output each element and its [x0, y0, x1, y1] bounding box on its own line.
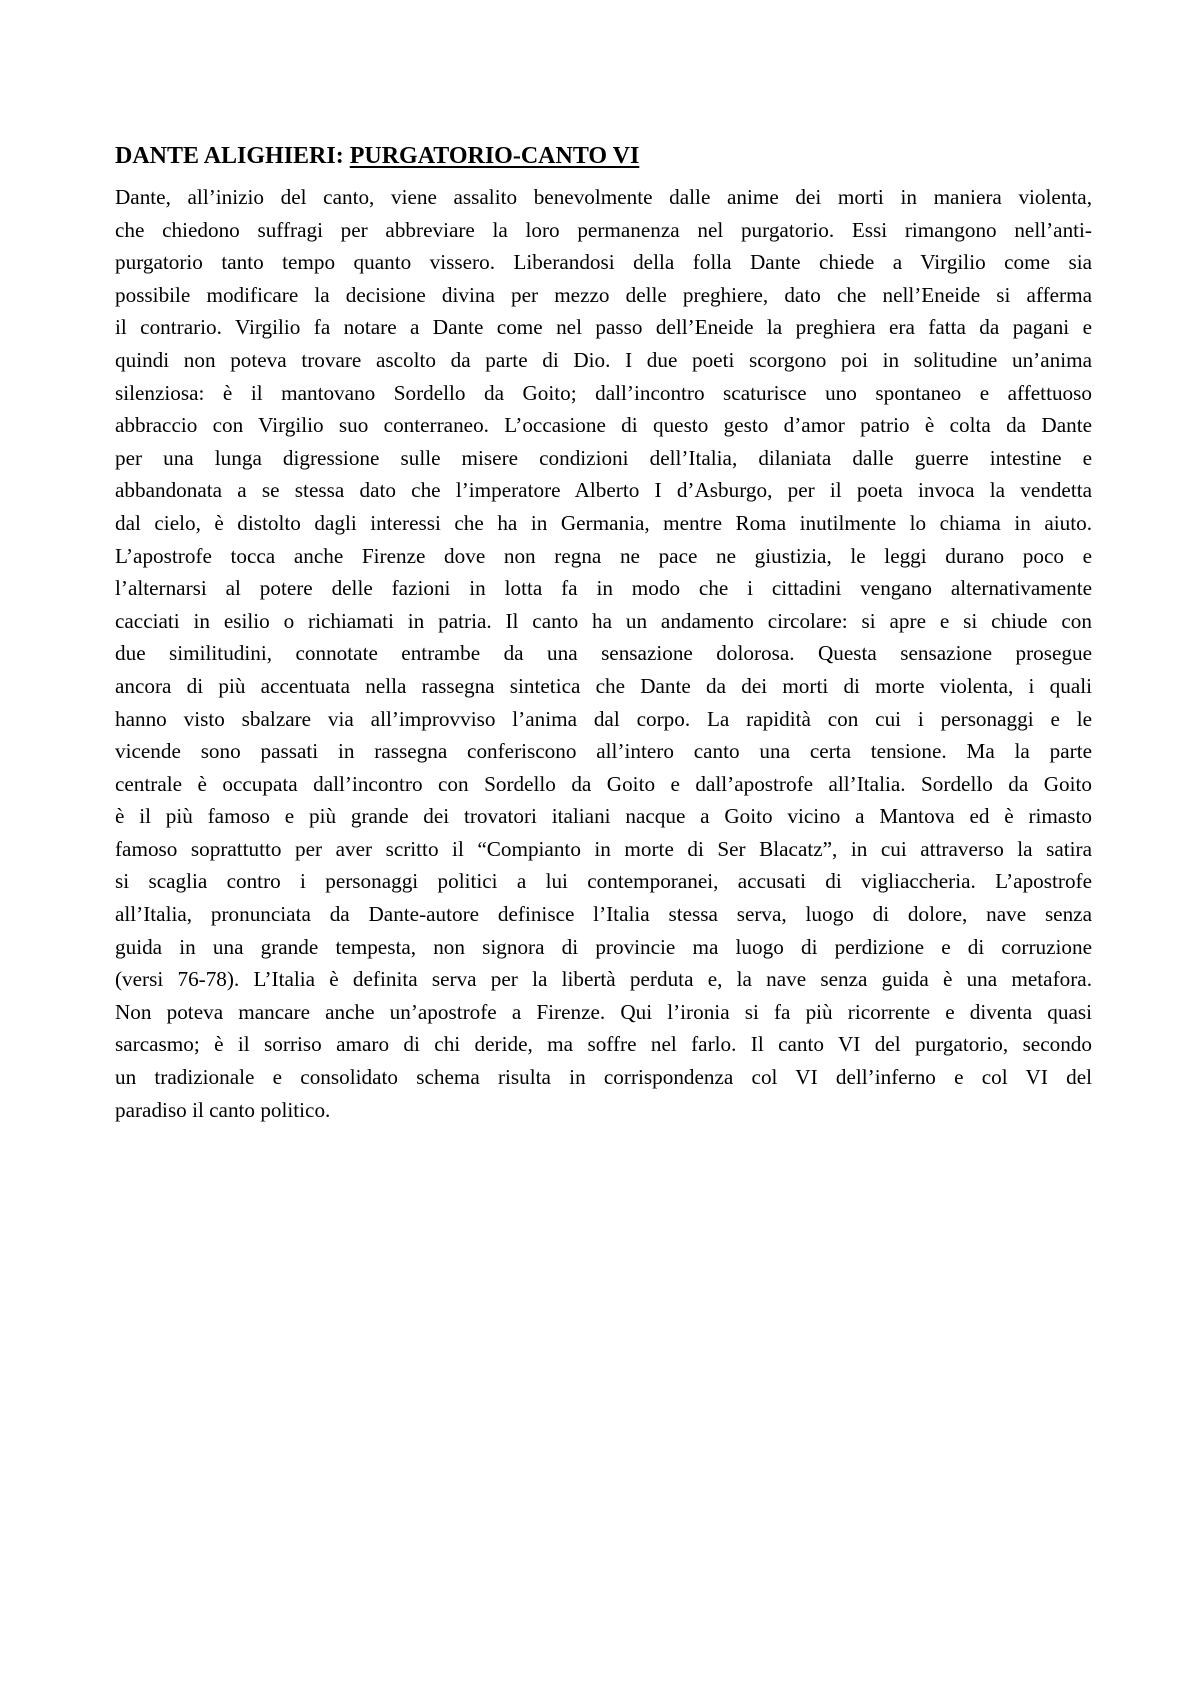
paragraph-line: famoso soprattutto per aver scritto il “Compianto in morte di Ser Blacatz”, in cui attraverso la satira	[115, 836, 1092, 861]
paragraph-line: possibile modificare la decisione divina per mezzo delle preghiere, dato che nell’Eneide si afferma	[115, 282, 1092, 307]
paragraph-line: sarcasmo; è il sorriso amaro di chi deride, ma soffre nel farlo. Il canto VI del purgatorio, secondo	[115, 1032, 1092, 1057]
paragraph-line: ancora di più accentuata nella rassegna sintetica che Dante da dei morti di morte violenta, i quali	[115, 673, 1092, 698]
paragraph-line: Dante, all’inizio del canto, viene assalito benevolmente dalle anime dei morti in maniera violenta,	[115, 185, 1092, 209]
paragraph-line: guida in una grande tempesta, non signora di provincie ma luogo di perdizione e di corruzione	[115, 934, 1092, 959]
paragraph-line: abbandonata a se stessa dato che l’imperatore Alberto I d’Asburgo, per il poeta invoca la vendetta	[115, 478, 1092, 503]
paragraph-line: Non poteva mancare anche un’apostrofe a Firenze. Qui l’ironia si fa più ricorrente e diventa quasi	[115, 999, 1092, 1024]
paragraph-line: hanno visto sbalzare via all’improvviso l’anima dal corpo. La rapidità con cui i personaggi e le	[115, 706, 1092, 731]
paragraph-line: silenziosa: è il mantovano Sordello da Goito; dall’incontro scaturisce uno spontaneo e affettuoso	[115, 380, 1092, 405]
paragraph-line: l’alternarsi al potere delle fazioni in lotta fa in modo che i cittadini vengano alternativamente	[115, 576, 1092, 601]
paragraph-line: paradiso il canto politico.	[115, 1097, 331, 1122]
paragraph-line: cacciati in esilio o richiamati in patria. Il canto ha un andamento circolare: si apre e si chiude con	[115, 608, 1092, 633]
paragraph-line: vicende sono passati in rassegna conferiscono all’intero canto una certa tensione. Ma la parte	[115, 739, 1092, 764]
paragraph-line: un tradizionale e consolidato schema risulta in corrispondenza col VI dell’inferno e col VI del	[115, 1065, 1092, 1090]
paragraph-line: è il più famoso e più grande dei trovatori italiani nacque a Goito vicino a Mantova ed è rimasto	[115, 804, 1092, 829]
paragraph-line: L’apostrofe tocca anche Firenze dove non regna ne pace ne giustizia, le leggi durano poco e	[115, 543, 1092, 568]
paragraph-line: abbraccio con Virgilio suo conterraneo. L’occasione di questo gesto d’amor patrio è colta da Dante	[115, 413, 1092, 438]
title-author: DANTE ALIGHIERI:	[115, 143, 350, 169]
paragraph-line: quindi non poteva trovare ascolto da parte di Dio. I due poeti scorgono poi in solitudine un’anima	[115, 347, 1092, 372]
paragraph-line: purgatorio tanto tempo quanto vissero. Liberandosi della folla Dante chiede a Virgilio come sia	[115, 250, 1092, 275]
paragraph-line: dal cielo, è distolto dagli interessi che ha in Germania, mentre Roma inutilmente lo chiama in aiuto.	[115, 510, 1092, 535]
paragraph-line: il contrario. Virgilio fa notare a Dante come nel passo dell’Eneide la preghiera era fatta da pagani e	[115, 315, 1092, 340]
paragraph-line: che chiedono suffragi per abbreviare la loro permanenza nel purgatorio. Essi rimangono nell’anti-	[115, 217, 1092, 242]
title-work: PURGATORIO-CANTO VI	[349, 143, 640, 169]
paragraph-line: si scaglia contro i personaggi politici a lui contemporanei, accusati di vigliaccheria. L’apostrofe	[115, 869, 1092, 894]
paragraph-line: all’Italia, pronunciata da Dante-autore definisce l’Italia stessa serva, luogo di dolore, nave senza	[115, 902, 1092, 927]
body-paragraph	[115, 181, 1092, 1126]
paragraph-line: centrale è occupata dall’incontro con Sordello da Goito e dall’apostrofe all’Italia. Sordello da Goito	[115, 771, 1092, 796]
document-title	[115, 141, 1092, 171]
paragraph-line: due similitudini, connotate entrambe da una sensazione dolorosa. Questa sensazione prosegue	[115, 641, 1092, 666]
paragraph-line: (versi 76-78). L’Italia è definita serva per la libertà perduta e, la nave senza guida è una metafora.	[115, 967, 1092, 992]
document-content	[115, 141, 1092, 1126]
paragraph-line: per una lunga digressione sulle misere condizioni dell’Italia, dilaniata dalle guerre intestine e	[115, 445, 1092, 470]
